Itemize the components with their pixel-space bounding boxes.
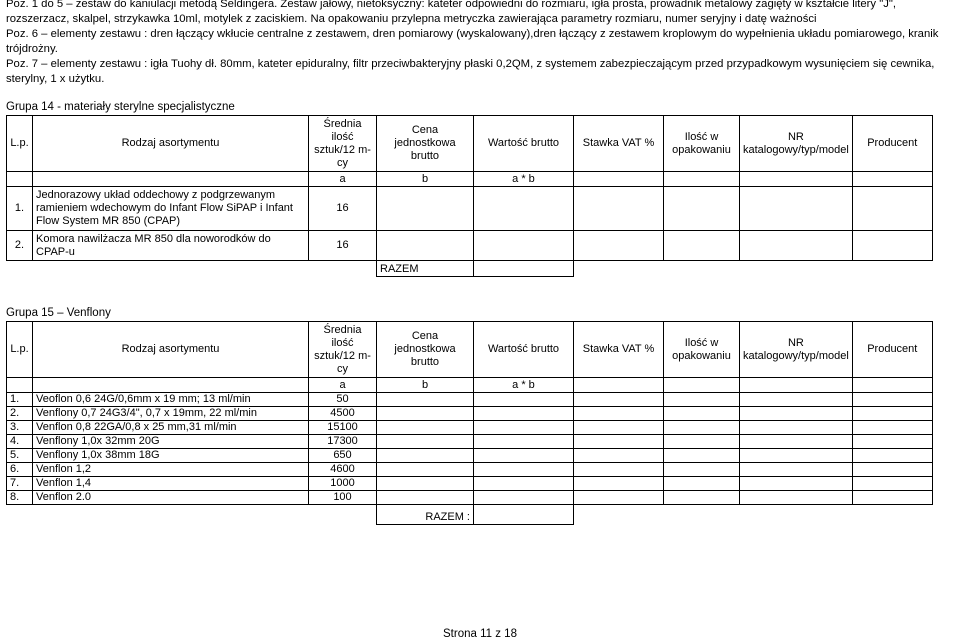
- formula-b: b: [377, 378, 474, 393]
- row-name: Venflon 1,4: [33, 477, 309, 491]
- row-lp: 1.: [7, 393, 33, 407]
- header-cena: Cena jednostkowa brutto: [377, 116, 474, 172]
- formula-a: a: [309, 172, 377, 187]
- group-15-table: [6, 321, 933, 525]
- razem-label: RAZEM: [377, 261, 474, 277]
- table-row: [7, 463, 933, 477]
- group-14-table: [6, 115, 933, 277]
- paragraph-poz-1-5: Poz. 1 do 5 – zestaw do kaniulacji metodą Seldingera. Zestaw jałowy, nietoksyczny: kateter odpowiedni do rozmiaru, igła prosta, prowadnik metalowy zagięty w kształcie litery "J", rozszerzacz, skalpel, strzykawka 10ml, motylek z zaciskiem. Na opakowaniu przylepna metryczka zawierająca parametry rozmiaru, numer seryjny i datę ważności: [6, 0, 897, 25]
- row-name: Jednorazowy układ oddechowy z podgrzewanym ramieniem wdechowym do Infant Flow SiPAP i Infant Flow System MR 850 (CPAP): [33, 187, 309, 231]
- row-name: Venflony 0,7 24G3/4", 0,7 x 19mm, 22 ml/min: [33, 407, 309, 421]
- row-lp: 7.: [7, 477, 33, 491]
- row-qty: 4500: [309, 407, 377, 421]
- header-ilosc: Ilość w opakowaniu: [664, 322, 740, 378]
- formula-row: [7, 378, 933, 393]
- row-qty: 17300: [309, 435, 377, 449]
- row-name: Venflon 1,2: [33, 463, 309, 477]
- table-header-row: [7, 116, 933, 172]
- row-name: Venflon 0,8 22GA/0,8 x 25 mm,31 ml/min: [33, 421, 309, 435]
- table-row: [7, 491, 933, 505]
- group-15-title: Grupa 15 – Venflony: [6, 307, 111, 319]
- header-nr: NR katalogowy/typ/model: [740, 322, 853, 378]
- row-lp: 6.: [7, 463, 33, 477]
- table-row: [7, 421, 933, 435]
- row-lp: 3.: [7, 421, 33, 435]
- header-producent: Producent: [852, 322, 932, 378]
- row-name: Veoflon 0,6 24G/0,6mm x 19 mm; 13 ml/min: [33, 393, 309, 407]
- header-vat: Stawka VAT %: [574, 116, 664, 172]
- header-vat: Stawka VAT %: [574, 322, 664, 378]
- razem-row: [7, 505, 933, 525]
- header-rodzaj: Rodzaj asortymentu: [33, 116, 309, 172]
- table-row: [7, 231, 933, 261]
- header-wartosc: Wartość brutto: [474, 116, 574, 172]
- header-producent: Producent: [852, 116, 932, 172]
- formula-row: [7, 172, 933, 187]
- table-row: [7, 393, 933, 407]
- header-nr: NR katalogowy/typ/model: [740, 116, 853, 172]
- row-lp: 2.: [7, 231, 33, 261]
- header-srednia: Średnia ilość sztuk/12 m-cy: [309, 322, 377, 378]
- header-ilosc: Ilość w opakowaniu: [664, 116, 740, 172]
- header-lp: L.p.: [7, 322, 33, 378]
- row-name: Venflony 1,0x 38mm 18G: [33, 449, 309, 463]
- table-header-row: [7, 322, 933, 378]
- header-lp: L.p.: [7, 116, 33, 172]
- table-row: [7, 435, 933, 449]
- row-lp: 1.: [7, 187, 33, 231]
- row-lp: 8.: [7, 491, 33, 505]
- row-name: Komora nawilżacza MR 850 dla noworodków do CPAP-u: [33, 231, 309, 261]
- formula-ab: a * b: [474, 172, 574, 187]
- header-cena: Cena jednostkowa brutto: [377, 322, 474, 378]
- table-row: [7, 477, 933, 491]
- group-14-title: Grupa 14 - materiały sterylne specjalistyczne: [6, 101, 235, 113]
- row-qty: 16: [309, 187, 377, 231]
- row-name: Venflon 2.0: [33, 491, 309, 505]
- row-qty: 16: [309, 231, 377, 261]
- row-qty: 650: [309, 449, 377, 463]
- row-lp: 2.: [7, 407, 33, 421]
- razem-row: [7, 261, 933, 277]
- row-qty: 100: [309, 491, 377, 505]
- formula-ab: a * b: [474, 378, 574, 393]
- row-name: Venflony 1,0x 32mm 20G: [33, 435, 309, 449]
- row-qty: 1000: [309, 477, 377, 491]
- table-row: [7, 187, 933, 231]
- razem-label: RAZEM :: [377, 505, 474, 525]
- row-qty: 4600: [309, 463, 377, 477]
- row-qty: 15100: [309, 421, 377, 435]
- row-lp: 4.: [7, 435, 33, 449]
- row-qty: 50: [309, 393, 377, 407]
- table-row: [7, 407, 933, 421]
- formula-a: a: [309, 378, 377, 393]
- page-number: Strona 11 z 18: [443, 628, 517, 640]
- header-rodzaj: Rodzaj asortymentu: [33, 322, 309, 378]
- formula-b: b: [377, 172, 474, 187]
- header-srednia: Średnia ilość sztuk/12 m-cy: [309, 116, 377, 172]
- paragraph-poz-6: Poz. 6 – elementy zestawu : dren łączący wkłucie centralne z zestawem, dren pomiarowy (wyskalowany),dren łączący z zestawem kroplowym do wypełnienia układu pomiarowego, kranik trójdrożny.: [6, 28, 939, 55]
- table-row: [7, 449, 933, 463]
- row-lp: 5.: [7, 449, 33, 463]
- header-wartosc: Wartość brutto: [474, 322, 574, 378]
- paragraph-poz-7: Poz. 7 – elementy zestawu : igła Tuohy dł. 80mm, kateter epiduralny, filtr przeciwbakteryjny płaski 0,2QM, z systemem zabezpieczającym przed przypadkowym wysunięciem się cewnika, sterylny, 1 x użytku.: [6, 58, 935, 85]
